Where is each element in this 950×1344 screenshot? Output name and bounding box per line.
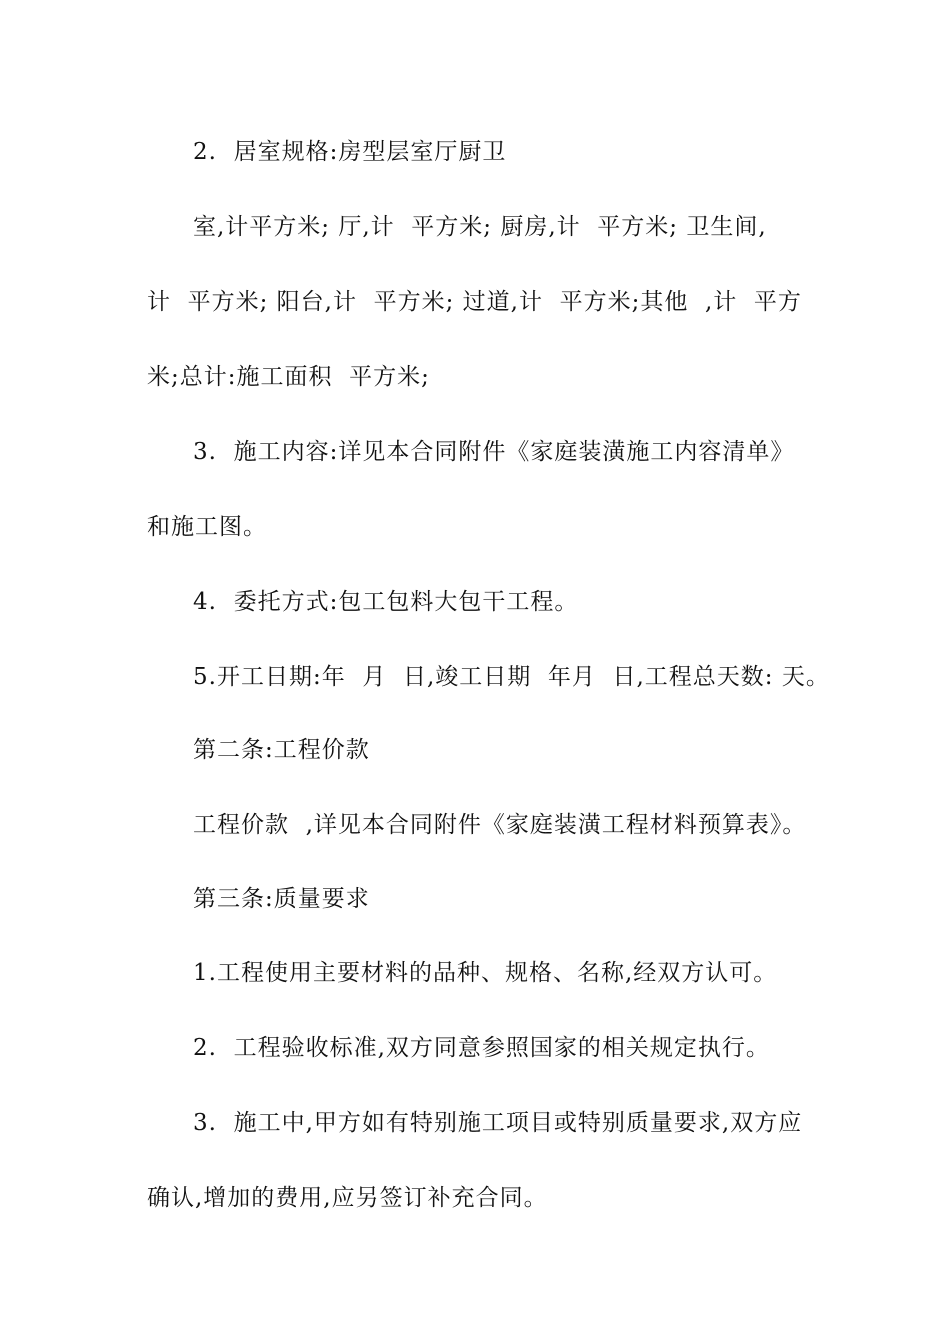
item-3-continuation: 和施工图。 bbox=[147, 514, 267, 540]
article-3-item-1: 1.工程使用主要材料的品种、规格、名称,经双方认可。 bbox=[193, 960, 778, 986]
item-4-commission-method: 4. 委托方式:包工包料大包干工程。 bbox=[193, 589, 579, 615]
room-areas-line-1: 室,计平方米; 厅,计 平方米; 厨房,计 平方米; 卫生间, bbox=[193, 214, 767, 240]
article-3-item-2: 2. 工程验收标准,双方同意参照国家的相关规定执行。 bbox=[193, 1035, 770, 1061]
article-2-body: 工程价款 ,详见本合同附件《家庭装潢工程材料预算表》。 bbox=[193, 812, 807, 838]
article-3-item-3: 3. 施工中,甲方如有特别施工项目或特别质量要求,双方应 bbox=[193, 1110, 803, 1136]
item-2-room-spec: 2. 居室规格:房型层室厅厨卫 bbox=[193, 139, 507, 165]
article-3-item-3-continuation: 确认,增加的费用,应另签订补充合同。 bbox=[147, 1185, 548, 1211]
item-3-construction-content: 3. 施工内容:详见本合同附件《家庭装潢施工内容清单》 bbox=[193, 439, 795, 465]
article-3-heading: 第三条:质量要求 bbox=[193, 886, 370, 912]
article-2-heading: 第二条:工程价款 bbox=[193, 737, 370, 763]
item-5-schedule: 5.开工日期:年 月 日,竣工日期 年月 日,工程总天数: 天。 bbox=[193, 664, 830, 690]
room-areas-line-2: 计 平方米; 阳台,计 平方米; 过道,计 平方米;其他 ,计 平方 bbox=[147, 289, 802, 315]
room-areas-line-3: 米;总计:施工面积 平方米; bbox=[147, 364, 430, 390]
